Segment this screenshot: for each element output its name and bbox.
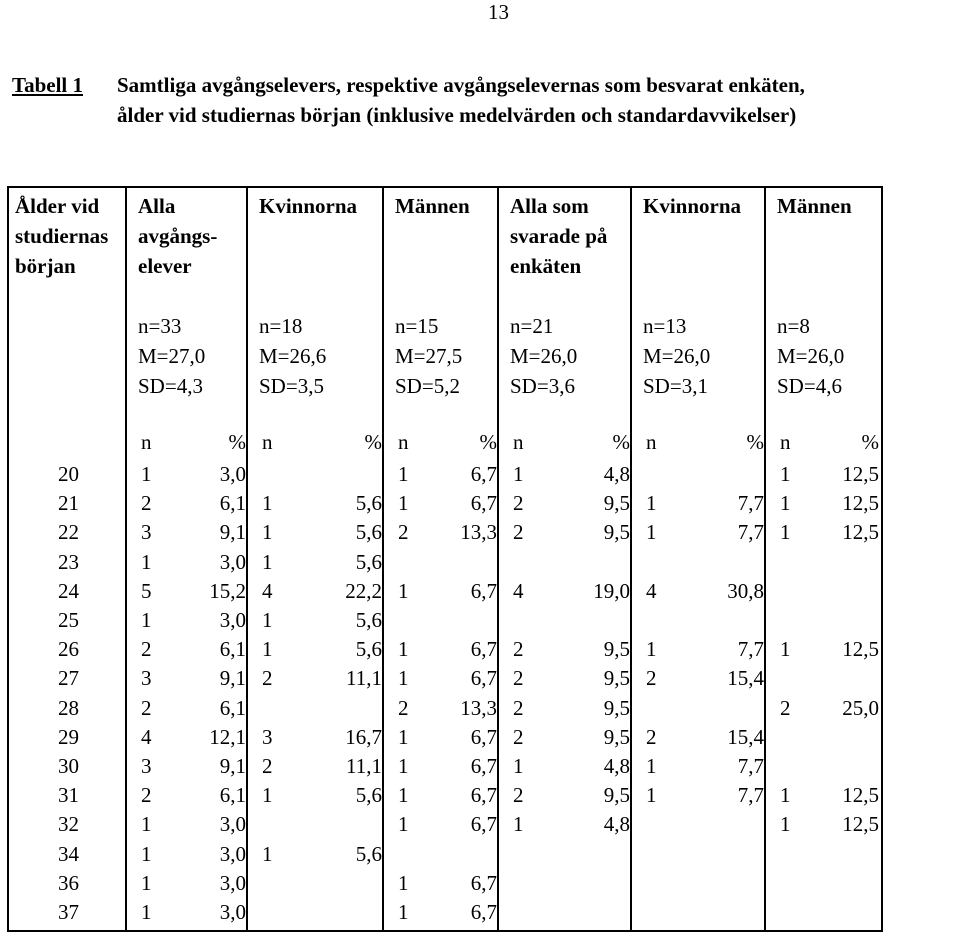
- cell-n: 1: [398, 900, 409, 924]
- group-header-1: Alla: [138, 194, 176, 218]
- cell-pct: 6,7: [470, 462, 497, 486]
- cell-pct: 3,0: [219, 870, 246, 895]
- row-age: 28: [58, 695, 79, 720]
- cell-pct: 4,8: [603, 462, 630, 486]
- cell-pct: 6,1: [219, 637, 246, 662]
- cell-pct: 19,0: [593, 578, 630, 603]
- cell-n: 4: [513, 578, 524, 603]
- cell-n: 2: [513, 520, 524, 545]
- cell-pct: 13,3: [460, 520, 497, 545]
- cell-pct: 6,7: [470, 724, 497, 749]
- group-stat-3: M=27,5: [395, 344, 463, 368]
- subheader-n: n: [513, 430, 524, 454]
- cell-pct: 3,0: [219, 608, 246, 632]
- cell-pct: 3,0: [219, 841, 246, 866]
- cell-pct: 13,3: [460, 695, 497, 720]
- group-stat-3: SD=5,2: [395, 374, 460, 398]
- cell-n: 2: [141, 695, 152, 720]
- cell-n: 5: [141, 578, 152, 603]
- group-stat-2: SD=3,5: [259, 374, 324, 398]
- cell-n: 1: [398, 637, 409, 662]
- cell-n: 1: [513, 754, 524, 778]
- cell-pct: 12,5: [842, 462, 879, 486]
- row-age: 30: [58, 754, 79, 778]
- subheader-pct: %: [364, 430, 382, 454]
- row-age: 29: [58, 724, 79, 749]
- group-stat-4: n=21: [510, 314, 554, 338]
- cell-n: 4: [646, 578, 657, 603]
- age-header: studiernas: [15, 224, 109, 248]
- cell-pct: 9,5: [603, 724, 630, 749]
- caption-line-1: Samtliga avgångselevers, respektive avgångselevernas som besvarat enkäten,: [117, 73, 805, 97]
- group-stat-2: n=18: [259, 314, 303, 338]
- cell-n: 1: [262, 520, 273, 545]
- cell-n: 1: [398, 666, 409, 691]
- cell-pct: 9,5: [603, 783, 630, 808]
- cell-n: 2: [398, 695, 409, 720]
- group-header-6: Männen: [777, 194, 852, 218]
- age-header: början: [15, 254, 76, 278]
- cell-n: 3: [141, 520, 152, 545]
- group-stat-5: M=26,0: [643, 344, 711, 368]
- cell-pct: 3,0: [219, 549, 246, 574]
- cell-n: 1: [646, 783, 657, 808]
- subheader-n: n: [646, 430, 657, 454]
- cell-n: 1: [780, 637, 791, 662]
- cell-pct: 12,5: [842, 637, 879, 662]
- cell-pct: 9,1: [219, 520, 246, 545]
- caption-line-2: ålder vid studiernas början (inklusive medelvärden och standardavvikelser): [117, 103, 797, 127]
- cell-n: 1: [262, 608, 273, 632]
- age-table: [7, 186, 883, 932]
- cell-pct: 3,0: [219, 900, 246, 924]
- cell-n: 2: [513, 724, 524, 749]
- cell-pct: 12,5: [842, 491, 879, 516]
- cell-pct: 7,7: [737, 637, 764, 662]
- row-age: 22: [58, 520, 79, 545]
- cell-pct: 5,6: [355, 637, 382, 662]
- cell-pct: 7,7: [737, 520, 764, 545]
- cell-pct: 9,1: [219, 754, 246, 778]
- cell-pct: 5,6: [355, 783, 382, 808]
- caption-label: Tabell 1: [12, 73, 83, 97]
- cell-pct: 6,7: [470, 637, 497, 662]
- cell-n: 1: [141, 462, 152, 486]
- group-stat-1: n=33: [138, 314, 182, 338]
- subheader-pct: %: [612, 430, 630, 454]
- cell-n: 1: [262, 841, 273, 866]
- group-header-5: Kvinnorna: [643, 194, 742, 218]
- cell-pct: 9,5: [603, 637, 630, 662]
- row-age: 25: [58, 608, 79, 632]
- cell-n: 1: [646, 637, 657, 662]
- cell-pct: 25,0: [842, 695, 879, 720]
- cell-pct: 6,7: [470, 491, 497, 516]
- group-stat-6: M=26,0: [777, 344, 845, 368]
- row-age: 32: [58, 812, 79, 837]
- age-header: Ålder vid: [15, 194, 100, 218]
- cell-pct: 7,7: [737, 783, 764, 808]
- cell-pct: 6,7: [470, 812, 497, 837]
- row-age: 37: [58, 900, 79, 924]
- cell-pct: 9,5: [603, 666, 630, 691]
- subheader-n: n: [262, 430, 273, 454]
- row-age: 27: [58, 666, 79, 691]
- cell-n: 1: [141, 812, 152, 837]
- group-stat-3: n=15: [395, 314, 439, 338]
- cell-pct: 9,1: [219, 666, 246, 691]
- cell-pct: 6,7: [470, 754, 497, 778]
- cell-n: 1: [398, 812, 409, 837]
- subheader-pct: %: [861, 430, 879, 454]
- cell-n: 1: [780, 520, 791, 545]
- group-header-4: enkäten: [510, 254, 582, 278]
- cell-pct: 15,4: [727, 724, 764, 749]
- cell-n: 1: [398, 462, 409, 486]
- cell-pct: 5,6: [355, 520, 382, 545]
- group-stat-5: SD=3,1: [643, 374, 708, 398]
- column-divider: [630, 188, 632, 930]
- cell-pct: 6,1: [219, 491, 246, 516]
- column-divider: [764, 188, 766, 930]
- cell-pct: 4,8: [603, 754, 630, 778]
- cell-n: 2: [513, 666, 524, 691]
- cell-n: 2: [262, 754, 273, 778]
- cell-pct: 6,7: [470, 578, 497, 603]
- cell-pct: 12,5: [842, 812, 879, 837]
- group-stat-4: M=26,0: [510, 344, 578, 368]
- page-number: 13: [488, 0, 509, 24]
- cell-n: 2: [646, 666, 657, 691]
- cell-n: 2: [141, 637, 152, 662]
- cell-pct: 11,1: [346, 666, 382, 691]
- cell-pct: 9,5: [603, 520, 630, 545]
- cell-n: 2: [780, 695, 791, 720]
- cell-pct: 3,0: [219, 462, 246, 486]
- subheader-n: n: [141, 430, 152, 454]
- cell-pct: 3,0: [219, 812, 246, 837]
- group-header-2: Kvinnorna: [259, 194, 358, 218]
- cell-n: 1: [398, 870, 409, 895]
- cell-n: 2: [513, 783, 524, 808]
- cell-n: 1: [780, 812, 791, 837]
- cell-n: 1: [398, 491, 409, 516]
- row-age: 24: [58, 578, 79, 603]
- cell-pct: 12,5: [842, 783, 879, 808]
- group-stat-4: SD=3,6: [510, 374, 575, 398]
- cell-n: 1: [398, 724, 409, 749]
- subheader-pct: %: [228, 430, 246, 454]
- cell-n: 2: [262, 666, 273, 691]
- cell-n: 2: [141, 783, 152, 808]
- cell-pct: 9,5: [603, 491, 630, 516]
- cell-pct: 5,6: [355, 549, 382, 574]
- row-age: 26: [58, 637, 79, 662]
- cell-n: 1: [262, 549, 273, 574]
- cell-n: 2: [513, 695, 524, 720]
- cell-pct: 15,2: [209, 578, 246, 603]
- cell-n: 1: [398, 578, 409, 603]
- caption-text: [117, 70, 957, 130]
- group-stat-1: M=27,0: [138, 344, 206, 368]
- group-stat-6: n=8: [777, 314, 810, 338]
- cell-n: 1: [513, 462, 524, 486]
- cell-n: 2: [398, 520, 409, 545]
- cell-pct: 6,7: [470, 870, 497, 895]
- cell-pct: 12,5: [842, 520, 879, 545]
- cell-n: 2: [646, 724, 657, 749]
- cell-n: 1: [141, 608, 152, 632]
- cell-pct: 7,7: [737, 754, 764, 778]
- cell-n: 1: [398, 783, 409, 808]
- subheader-pct: %: [746, 430, 764, 454]
- cell-pct: 6,7: [470, 783, 497, 808]
- cell-n: 3: [141, 666, 152, 691]
- cell-n: 1: [646, 491, 657, 516]
- group-header-4: svarade på: [510, 224, 608, 248]
- cell-n: 1: [780, 491, 791, 516]
- cell-n: 4: [141, 724, 152, 749]
- cell-pct: 6,7: [470, 666, 497, 691]
- cell-n: 1: [646, 754, 657, 778]
- column-divider: [246, 188, 248, 930]
- group-stat-1: SD=4,3: [138, 374, 203, 398]
- cell-n: 1: [780, 783, 791, 808]
- group-stat-6: SD=4,6: [777, 374, 842, 398]
- cell-pct: 12,1: [209, 724, 246, 749]
- group-stat-5: n=13: [643, 314, 687, 338]
- cell-n: 2: [513, 637, 524, 662]
- cell-n: 1: [780, 462, 791, 486]
- row-age: 21: [58, 491, 79, 516]
- cell-pct: 6,1: [219, 783, 246, 808]
- cell-n: 2: [513, 491, 524, 516]
- cell-n: 1: [262, 491, 273, 516]
- subheader-pct: %: [479, 430, 497, 454]
- cell-pct: 22,2: [345, 578, 382, 603]
- row-age: 20: [58, 462, 79, 486]
- cell-n: 4: [262, 578, 273, 603]
- cell-pct: 16,7: [345, 724, 382, 749]
- cell-n: 1: [141, 870, 152, 895]
- cell-n: 1: [141, 841, 152, 866]
- row-age: 31: [58, 783, 79, 808]
- cell-n: 3: [262, 724, 273, 749]
- cell-n: 1: [262, 637, 273, 662]
- cell-pct: 5,6: [355, 608, 382, 632]
- group-header-1: elever: [138, 254, 192, 278]
- row-age: 23: [58, 549, 79, 574]
- subheader-n: n: [398, 430, 409, 454]
- cell-pct: 7,7: [737, 491, 764, 516]
- cell-pct: 6,1: [219, 695, 246, 720]
- cell-pct: 15,4: [727, 666, 764, 691]
- cell-pct: 11,1: [346, 754, 382, 778]
- row-age: 36: [58, 870, 79, 895]
- cell-n: 1: [141, 549, 152, 574]
- cell-pct: 5,6: [355, 841, 382, 866]
- cell-n: 1: [141, 900, 152, 924]
- subheader-n: n: [780, 430, 791, 454]
- group-header-3: Männen: [395, 194, 470, 218]
- cell-n: 1: [262, 783, 273, 808]
- column-divider: [382, 188, 384, 930]
- cell-pct: 5,6: [355, 491, 382, 516]
- column-divider: [125, 188, 127, 930]
- column-divider: [497, 188, 499, 930]
- group-header-4: Alla som: [510, 194, 589, 218]
- cell-pct: 9,5: [603, 695, 630, 720]
- group-header-1: avgångs-: [138, 224, 218, 248]
- cell-pct: 30,8: [727, 578, 764, 603]
- group-stat-2: M=26,6: [259, 344, 327, 368]
- cell-pct: 6,7: [470, 900, 497, 924]
- cell-n: 3: [141, 754, 152, 778]
- cell-n: 1: [398, 754, 409, 778]
- cell-pct: 4,8: [603, 812, 630, 837]
- row-age: 34: [58, 841, 79, 866]
- cell-n: 2: [141, 491, 152, 516]
- cell-n: 1: [646, 520, 657, 545]
- cell-n: 1: [513, 812, 524, 837]
